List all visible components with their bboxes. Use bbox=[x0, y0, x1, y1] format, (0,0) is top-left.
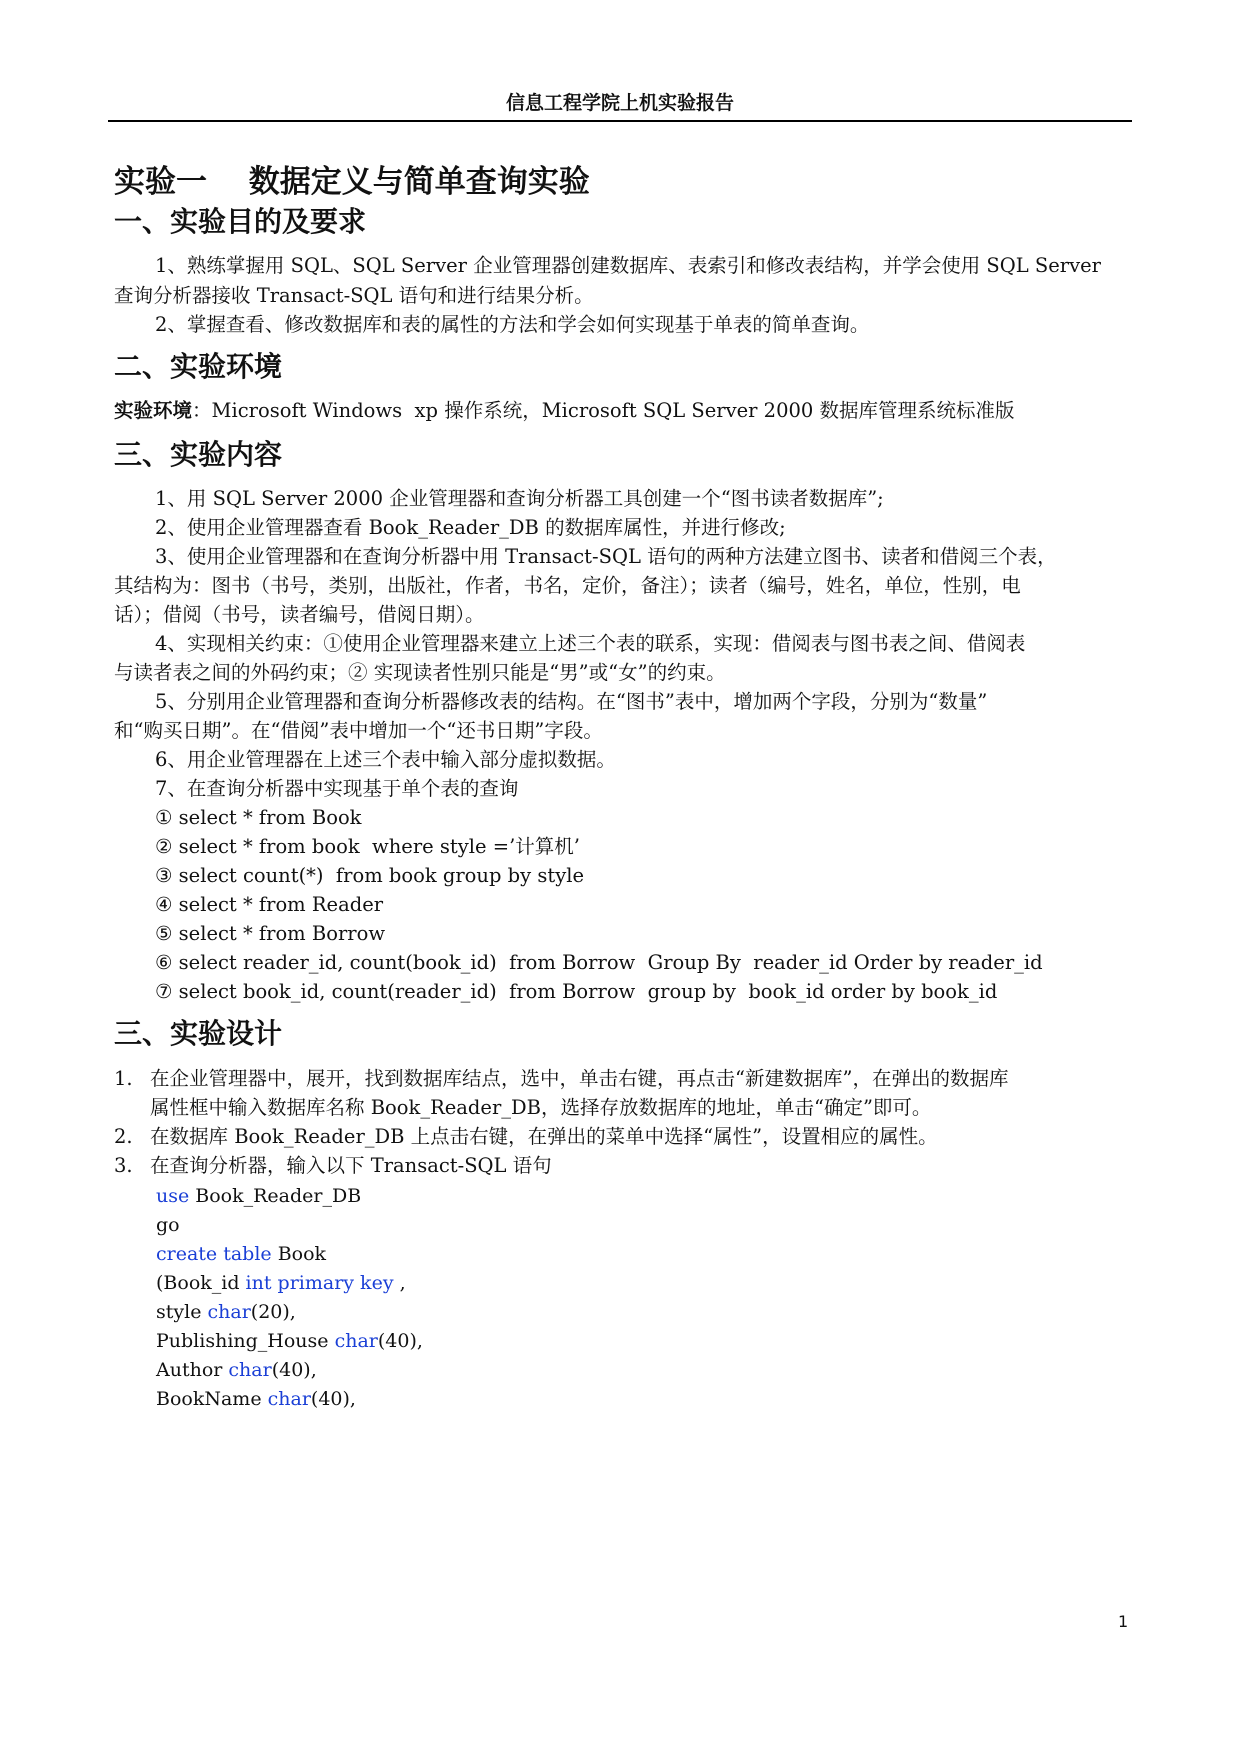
code-text: Publishing_House bbox=[156, 1330, 335, 1352]
section-heading-content: 三、实验内容 bbox=[114, 438, 283, 471]
query-line: ③ select count(*) from book group by style bbox=[155, 864, 584, 887]
code-line bbox=[156, 1181, 361, 1211]
code-text: , bbox=[393, 1272, 406, 1294]
code-line bbox=[156, 1297, 296, 1327]
page-number: 1 bbox=[1118, 1612, 1129, 1631]
content-line: 5、分别用企业管理器和查询分析器修改表的结构。在“图书”表中，增加两个字段，分别为“数量” bbox=[155, 690, 988, 713]
code-line bbox=[156, 1355, 317, 1385]
query-line: ⑦ select book_id, count(reader_id) from Borrow group by book_id order by book_id bbox=[155, 980, 998, 1003]
content-line: 话）；借阅（书号，读者编号，借阅日期）。 bbox=[114, 603, 485, 626]
code-line bbox=[156, 1384, 356, 1414]
design-line: 在企业管理器中，展开，找到数据库结点，选中，单击右键，再点击“新建数据库”，在弹出的数据库 bbox=[150, 1067, 1009, 1090]
content-line: 3、使用企业管理器和在查询分析器中用 Transact-SQL 语句的两种方法建立图书、读者和借阅三个表， bbox=[155, 545, 1057, 568]
code-keyword: char bbox=[228, 1359, 272, 1381]
code-keyword: create table bbox=[156, 1243, 272, 1265]
content-line: 1、用 SQL Server 2000 企业管理器和查询分析器工具创建一个“图书读者数据库”; bbox=[155, 487, 884, 510]
code-keyword: use bbox=[156, 1185, 190, 1207]
objective-line-2: 查询分析器接收 Transact-SQL 语句和进行结果分析。 bbox=[114, 284, 594, 307]
code-line bbox=[156, 1239, 326, 1269]
design-line: 在查询分析器，输入以下 Transact-SQL 语句 bbox=[150, 1154, 552, 1177]
content-line: 2、使用企业管理器查看 Book_Reader_DB 的数据库属性，并进行修改; bbox=[155, 516, 786, 539]
content-line: 4、实现相关约束：①使用企业管理器来建立上述三个表的联系，实现：借阅表与图书表之间、借阅表 bbox=[155, 632, 1026, 655]
code-text: Book bbox=[271, 1243, 327, 1265]
query-line: ⑤ select * from Borrow bbox=[155, 922, 386, 945]
section-heading-design: 三、实验设计 bbox=[114, 1017, 283, 1050]
code-keyword: char bbox=[207, 1301, 251, 1323]
design-line: 在数据库 Book_Reader_DB 上点击右键，在弹出的菜单中选择“属性”，设置相应的属性。 bbox=[150, 1125, 938, 1148]
section-heading-objectives: 一、实验目的及要求 bbox=[114, 205, 367, 238]
objective-line-1: 1、熟练掌握用 SQL、SQL Server 企业管理器创建数据库、表索引和修改表结构，并学会使用 SQL Server bbox=[155, 254, 1101, 277]
code-text: go bbox=[156, 1214, 180, 1236]
query-line: ① select * from Book bbox=[155, 806, 362, 829]
code-line bbox=[156, 1268, 406, 1298]
code-text: Book_Reader_DB bbox=[189, 1185, 362, 1207]
environment-text: ：Microsoft Windows xp 操作系统，Microsoft SQL Server 2000 数据库管理系统标准版 bbox=[192, 399, 1015, 422]
content-line: 其结构为：图书（书号，类别，出版社，作者，书名，定价，备注）；读者（编号，姓名，单位，性别，电 bbox=[114, 574, 1021, 597]
code-line bbox=[156, 1210, 180, 1240]
environment-line bbox=[114, 396, 1015, 426]
code-text: (40), bbox=[377, 1330, 423, 1352]
list-number: 3. bbox=[114, 1154, 133, 1177]
query-line: ④ select * from Reader bbox=[155, 893, 384, 916]
environment-label: 实验环境 bbox=[114, 399, 193, 422]
page-header: 信息工程学院上机实验报告 bbox=[505, 92, 734, 114]
code-line bbox=[156, 1326, 423, 1356]
query-line: ② select * from book where style =’计算机’ bbox=[155, 835, 580, 858]
content-line: 与读者表之间的外码约束；② 实现读者性别只能是“男”或“女”的约束。 bbox=[114, 661, 726, 684]
list-number: 1. bbox=[114, 1067, 133, 1090]
objective-line-3: 2、掌握查看、修改数据库和表的属性的方法和学会如何实现基于单表的简单查询。 bbox=[155, 313, 870, 336]
code-text: (Book_id bbox=[156, 1272, 246, 1294]
code-keyword: int primary key bbox=[245, 1272, 394, 1294]
design-line: 属性框中输入数据库名称 Book_Reader_DB，选择存放数据库的地址，单击“确定”即可。 bbox=[150, 1096, 932, 1119]
document-title: 实验一 数据定义与简单查询实验 bbox=[114, 164, 590, 200]
header-rule bbox=[108, 120, 1132, 122]
section-heading-environment: 二、实验环境 bbox=[114, 350, 283, 383]
content-line: 和“购买日期”。在“借阅”表中增加一个“还书日期”字段。 bbox=[114, 719, 603, 742]
code-keyword: char bbox=[267, 1388, 311, 1410]
code-text: (20), bbox=[250, 1301, 296, 1323]
code-text: BookName bbox=[156, 1388, 268, 1410]
code-keyword: char bbox=[334, 1330, 378, 1352]
code-text: style bbox=[156, 1301, 208, 1323]
list-number: 2. bbox=[114, 1125, 133, 1148]
code-text: (40), bbox=[310, 1388, 356, 1410]
code-text: Author bbox=[156, 1359, 229, 1381]
query-line: ⑥ select reader_id, count(book_id) from Borrow Group By reader_id Order by reader_id bbox=[155, 951, 1043, 974]
content-line: 7、在查询分析器中实现基于单个表的查询 bbox=[155, 777, 519, 800]
content-line: 6、用企业管理器在上述三个表中输入部分虚拟数据。 bbox=[155, 748, 616, 771]
code-text: (40), bbox=[271, 1359, 317, 1381]
